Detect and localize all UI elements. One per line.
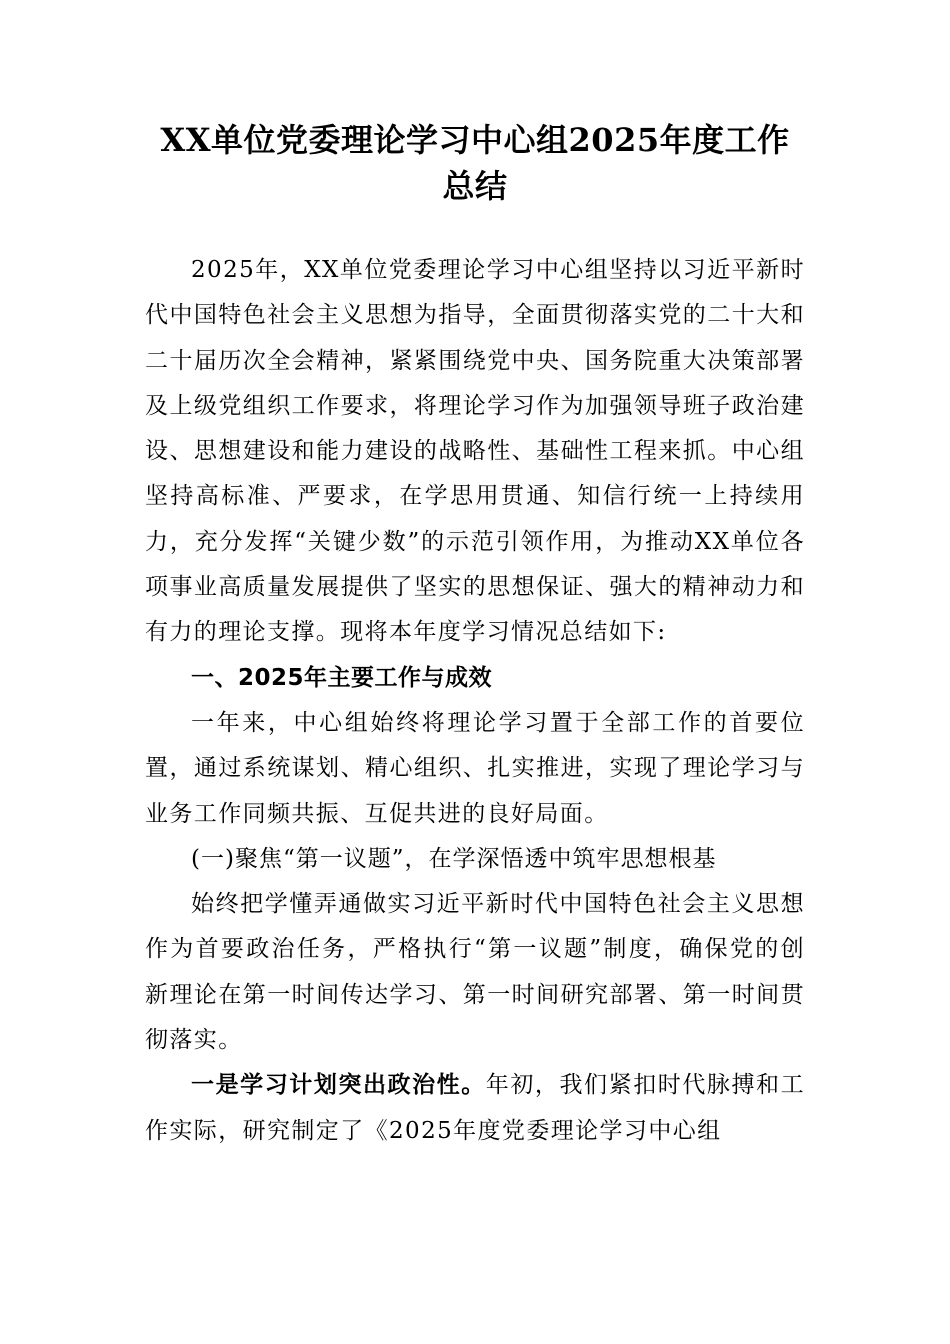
document-body [145,248,805,1154]
intro-paragraph: 2025年，XX单位党委理论学习中心组坚持以习近平新时代中国特色社会主义思想为指导，全面贯彻落实党的二十大和二十届历次全会精神，紧紧围绕党中央、国务院重大决策部署及上级党组织工作要求，将理论学习作为加强领导班子政治建设、思想建设和能力建设的战略性、基础性工程来抓。中心组坚持高标准、严要求，在学思用贯通、知信行统一上持续用力，充分发挥“关键少数”的示范引领作用，为推动XX单位各项事业高质量发展提供了坚实的思想保证、强大的精神动力和有力的理论支撑。现将本年度学习情况总结如下: [145,257,805,646]
point-paragraph [145,1063,805,1154]
section-heading: 一、2025年主要工作与成效 [191,664,493,691]
subsection-heading: (一)聚焦“第一议题”，在学深悟透中筑牢思想根基 [191,845,717,872]
section-paragraph: 一年来，中心组始终将理论学习置于全部工作的首要位置，通过系统谋划、精心组织、扎实推进，实现了理论学习与业务工作同频共振、互促共进的良好局面。 [145,709,805,827]
subsection-paragraph: 始终把学懂弄通做实习近平新时代中国特色社会主义思想作为首要政治任务，严格执行“第一议题”制度，确保党的创新理论在第一时间传达学习、第一时间研究部署、第一时间贯彻落实。 [145,891,805,1054]
document-title: XX单位党委理论学习中心组2025年度工作总结 [160,121,790,205]
point-text: 年初，我们紧扣时代脉搏和工作实际，研究制定了《2025年度党委理论学习中心组 [145,1072,805,1144]
point-lead: 一是学习计划突出政治性。 [191,1072,486,1099]
